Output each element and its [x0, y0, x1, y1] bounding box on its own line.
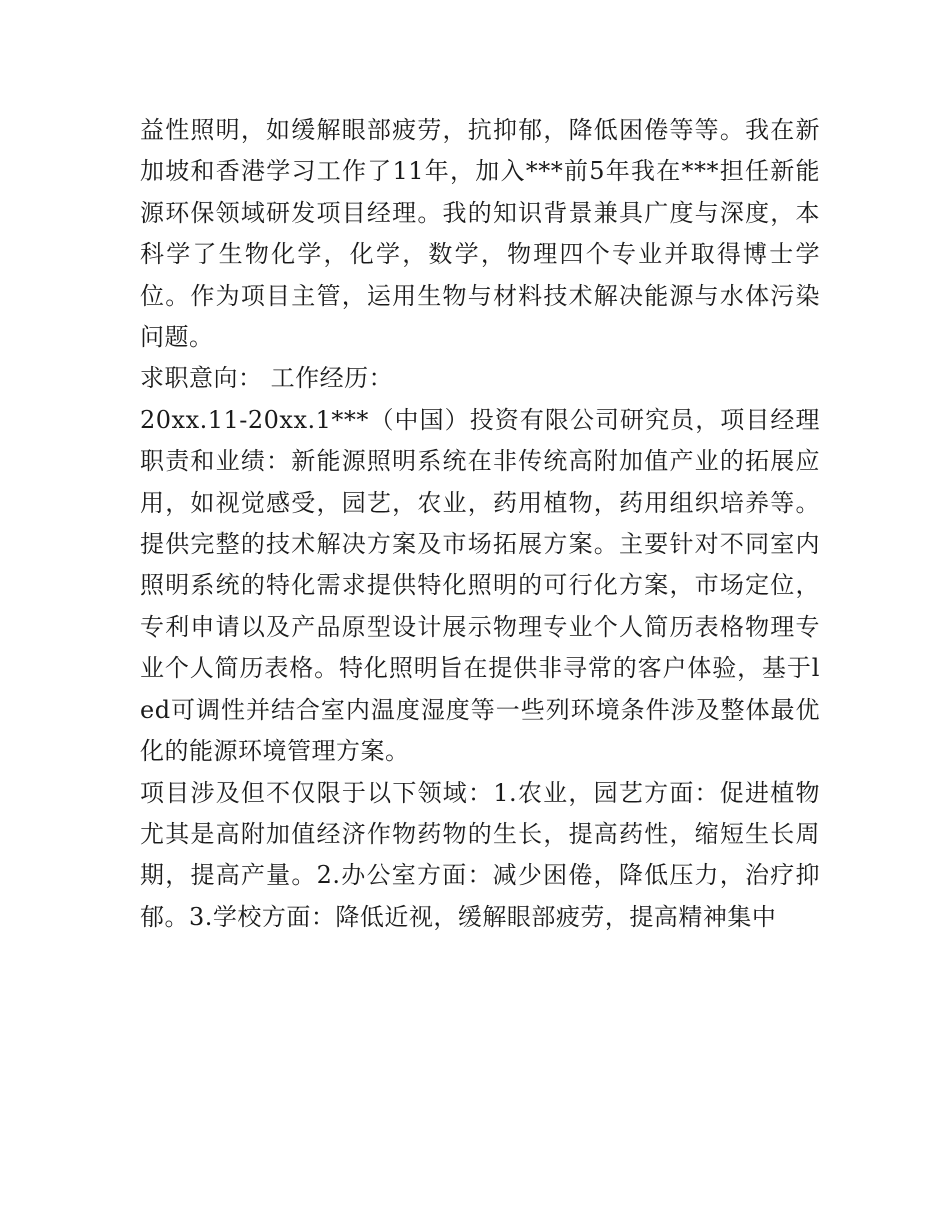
document-body: [140, 110, 820, 938]
paragraph-project-areas: 项目涉及但不仅限于以下领域：1.农业，园艺方面：促进植物尤其是高附加值经济作物药物的生长，提高药性，缩短生长周期，提高产量。2.办公室方面：减少困倦，降低压力，治疗抑郁。3.学校方面：降低近视，缓解眼部疲劳，提高精神集中: [140, 778, 820, 931]
paragraph-work-experience: 20xx.11-20xx.1***（中国）投资有限公司研究员，项目经理职责和业绩：新能源照明系统在非传统高附加值产业的拓展应用，如视觉感受，园艺，农业，药用植物，药用组织培养等。提供完整的技术解决方案及市场拓展方案。主要针对不同室内照明系统的特化需求提供特化照明的可行化方案，市场定位，专利申请以及产品原型设计展示物理专业个人简历表格物理专业个人简历表格。特化照明旨在提供非寻常的客户体验，基于led可调性并结合室内温度湿度等一些列环境条件涉及整体最优化的能源环境管理方案。: [140, 405, 820, 766]
paragraph-job-intent-heading: 求职意向： 工作经历：: [140, 364, 394, 393]
paragraph-background: 益性照明，如缓解眼部疲劳，抗抑郁，降低困倦等等。我在新加坡和香港学习工作了11年，加入***前5年我在***担任新能源环保领域研发项目经理。我的知识背景兼具广度与深度，本科学了生物化学，化学，数学，物理四个专业并取得博士学位。作为项目主管，运用生物与材料技术解决能源与水体污染问题。: [140, 116, 820, 352]
